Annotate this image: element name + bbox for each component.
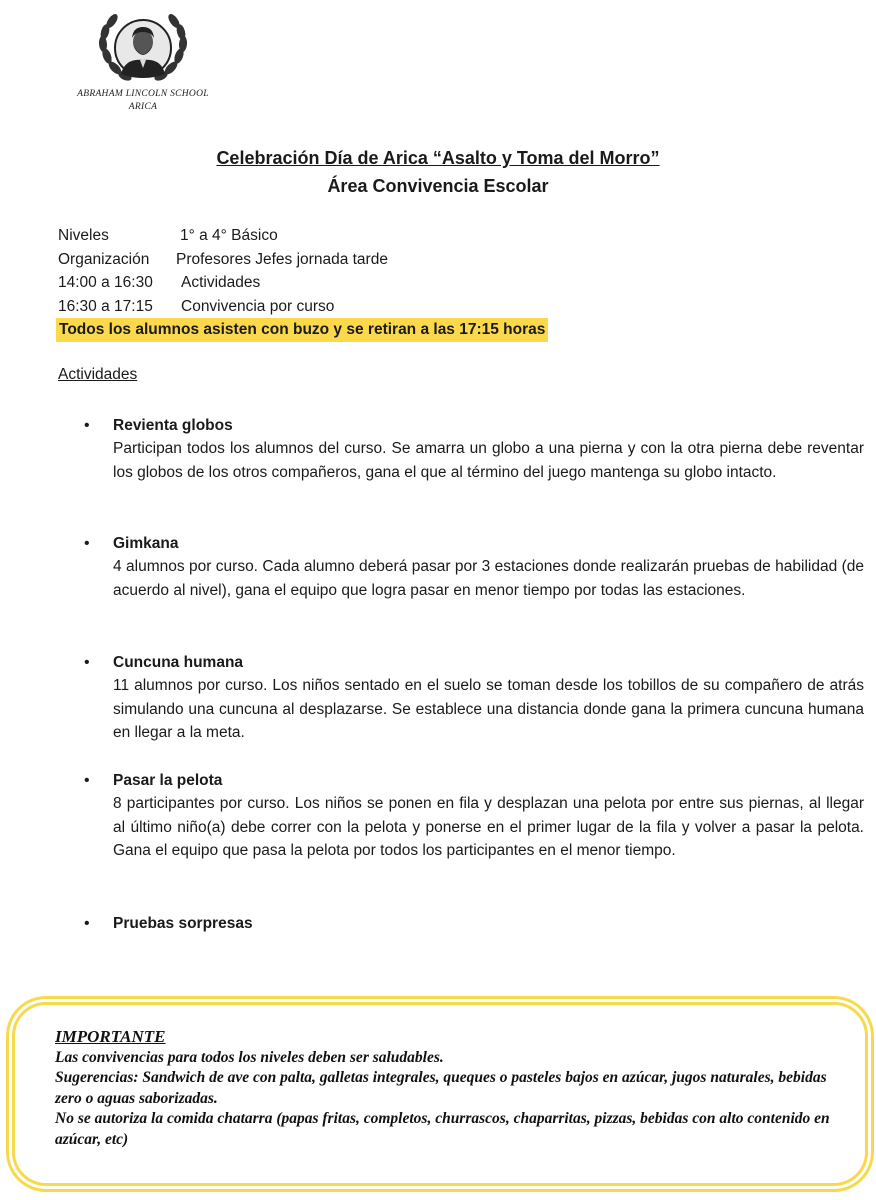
activity-item bbox=[84, 769, 864, 863]
activity-item bbox=[84, 414, 864, 484]
info-value: Profesores Jefes jornada tarde bbox=[176, 250, 388, 268]
activity-title: Gimkana bbox=[113, 535, 179, 552]
activity-item bbox=[84, 532, 864, 602]
info-key: 14:00 a 16:30 bbox=[58, 274, 153, 291]
important-title: IMPORTANTE bbox=[55, 1027, 166, 1046]
activity-item bbox=[84, 912, 864, 935]
activity-title: Revienta globos bbox=[113, 417, 233, 434]
activity-title: Pasar la pelota bbox=[113, 772, 223, 789]
bullet-icon: • bbox=[84, 654, 90, 671]
info-key: Niveles bbox=[58, 227, 109, 244]
bullet-icon: • bbox=[84, 535, 90, 552]
school-name-line: ABRAHAM LINCOLN SCHOOL bbox=[77, 89, 209, 99]
info-key: Organización bbox=[58, 250, 150, 268]
info-row-schedule-activities bbox=[58, 271, 388, 295]
important-line: Sugerencias: Sandwich de ave con palta, galletas integrales, queques o pasteles bajos en azúcar, jugos naturales, bebidas zero o aguas saborizadas. bbox=[55, 1069, 827, 1107]
activity-title: Cuncuna humana bbox=[113, 654, 244, 671]
info-value: 1° a 4° Básico bbox=[180, 227, 278, 244]
activities-heading: Actividades bbox=[58, 366, 138, 383]
info-value: Actividades bbox=[181, 274, 261, 291]
info-row-organization bbox=[58, 248, 388, 272]
bullet-icon: • bbox=[84, 417, 90, 434]
highlighted-notice: Todos los alumnos asisten con buzo y se retiran a las 17:15 horas bbox=[56, 318, 548, 342]
school-logo bbox=[58, 8, 228, 123]
activity-title: Pruebas sorpresas bbox=[113, 915, 253, 932]
school-city-line: ARICA bbox=[128, 102, 158, 112]
important-notice-content bbox=[55, 1027, 845, 1150]
activity-item bbox=[84, 651, 864, 745]
info-row-schedule-convivencia bbox=[58, 295, 388, 319]
school-name bbox=[58, 88, 228, 114]
bullet-icon: • bbox=[84, 915, 90, 932]
info-value: Convivencia por curso bbox=[181, 297, 335, 315]
activity-description: Participan todos los alumnos del curso. Se amarra un globo a una pierna y con la otra pierna debe reventar los globos de los otros compañeros, gana el que al término del juego mantenga su globo intacto. bbox=[113, 440, 864, 481]
info-row-levels bbox=[58, 224, 388, 248]
activity-description: 11 alumnos por curso. Los niños sentado en el suelo se toman desde los tobillos de su compañero de atrás simulando una cuncuna al desplazarse. Se establece una distancia donde gana la primera cuncuna humana en llegar a la meta. bbox=[113, 677, 864, 741]
document-title-text: Celebración Día de Arica “Asalto y Toma del Morro” bbox=[216, 148, 660, 168]
laurel-wreath-portrait-icon bbox=[93, 8, 193, 90]
activity-description: 4 alumnos por curso. Cada alumno deberá pasar por 3 estaciones donde realizarán pruebas de habilidad (de acuerdo al nivel), gana el equipo que logra pasar en menor tiempo por todas las estaciones. bbox=[113, 558, 864, 599]
important-notice-box bbox=[12, 1002, 868, 1186]
document-subtitle: Área Convivencia Escolar bbox=[327, 176, 549, 196]
important-line: Las convivencias para todos los niveles deben ser saludables. bbox=[55, 1048, 444, 1066]
bullet-icon: • bbox=[84, 772, 90, 789]
document-title bbox=[0, 148, 876, 169]
activity-description: 8 participantes por curso. Los niños se ponen en fila y desplazan una pelota por entre sus piernas, al llegar al último niño(a) debe correr con la pelota y ponerse en el primer lugar de la fila y volver a pasar la pelota. Gana el equipo que pasa la pelota por todos los participantes en el menor tiempo. bbox=[113, 795, 864, 859]
important-line: No se autoriza la comida chatarra (papas fritas, completos, churrascos, chaparritas, pizzas, bebidas con alto contenido en azúcar, etc) bbox=[55, 1110, 830, 1148]
info-block bbox=[58, 224, 388, 318]
info-key: 16:30 a 17:15 bbox=[58, 297, 153, 315]
